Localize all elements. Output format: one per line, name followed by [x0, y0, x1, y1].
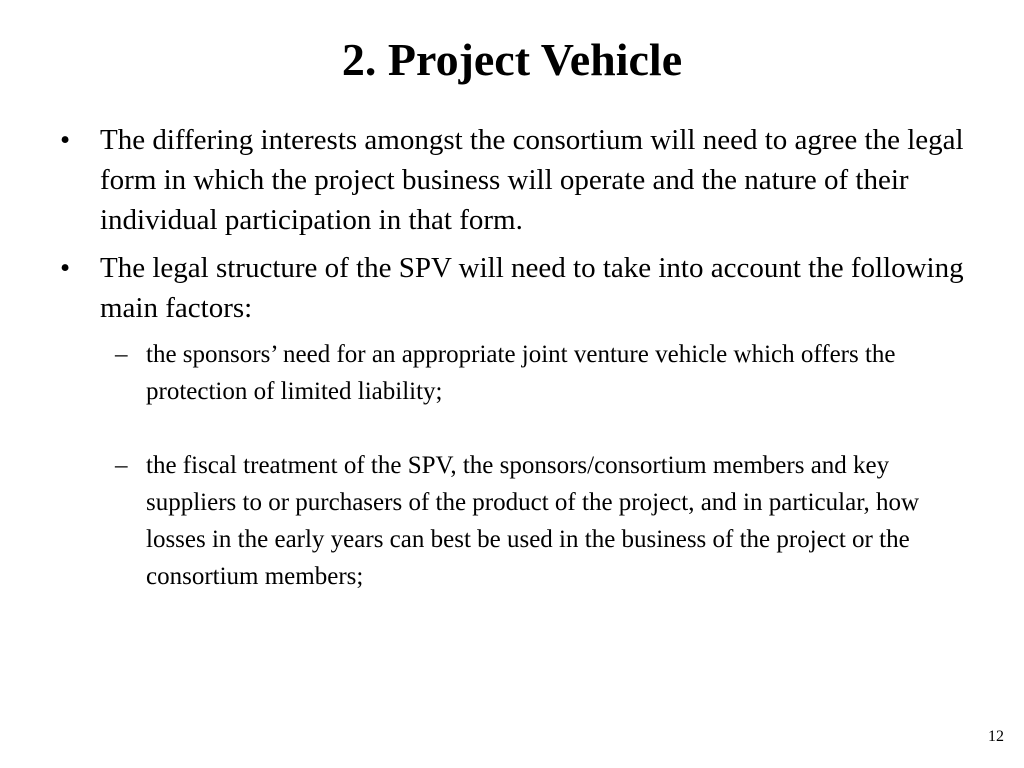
- bullet-item: [60, 248, 980, 328]
- sub-bullet-list: [60, 336, 980, 595]
- bullet-text: The differing interests amongst the consortium will need to agree the legal form in which the project business will operate and the nature of their individual participation in that form.: [100, 124, 964, 236]
- sub-bullet-marker: –: [115, 341, 128, 368]
- slide-title: 2. Project Vehicle: [341, 34, 683, 85]
- page-number: 12: [988, 728, 1004, 745]
- slide-content: [60, 120, 980, 595]
- bullet-marker: •: [60, 252, 71, 284]
- sub-bullet-item: [60, 447, 980, 595]
- sub-bullet-item: [60, 336, 980, 410]
- bullet-item: [60, 120, 980, 240]
- sub-bullet-marker: –: [115, 452, 128, 479]
- sub-bullet-text: the sponsors’ need for an appropriate joint venture vehicle which offers the protection of limited liability;: [146, 341, 896, 405]
- bullet-marker: •: [60, 124, 71, 156]
- sub-bullet-text: the fiscal treatment of the SPV, the sponsors/consortium members and key suppliers to or purchasers of the product of the project, and in particular, how losses in the early years can best be used in the business of the project or the consortium members;: [146, 452, 920, 590]
- bullet-text: The legal structure of the SPV will need to take into account the following main factors:: [100, 252, 964, 324]
